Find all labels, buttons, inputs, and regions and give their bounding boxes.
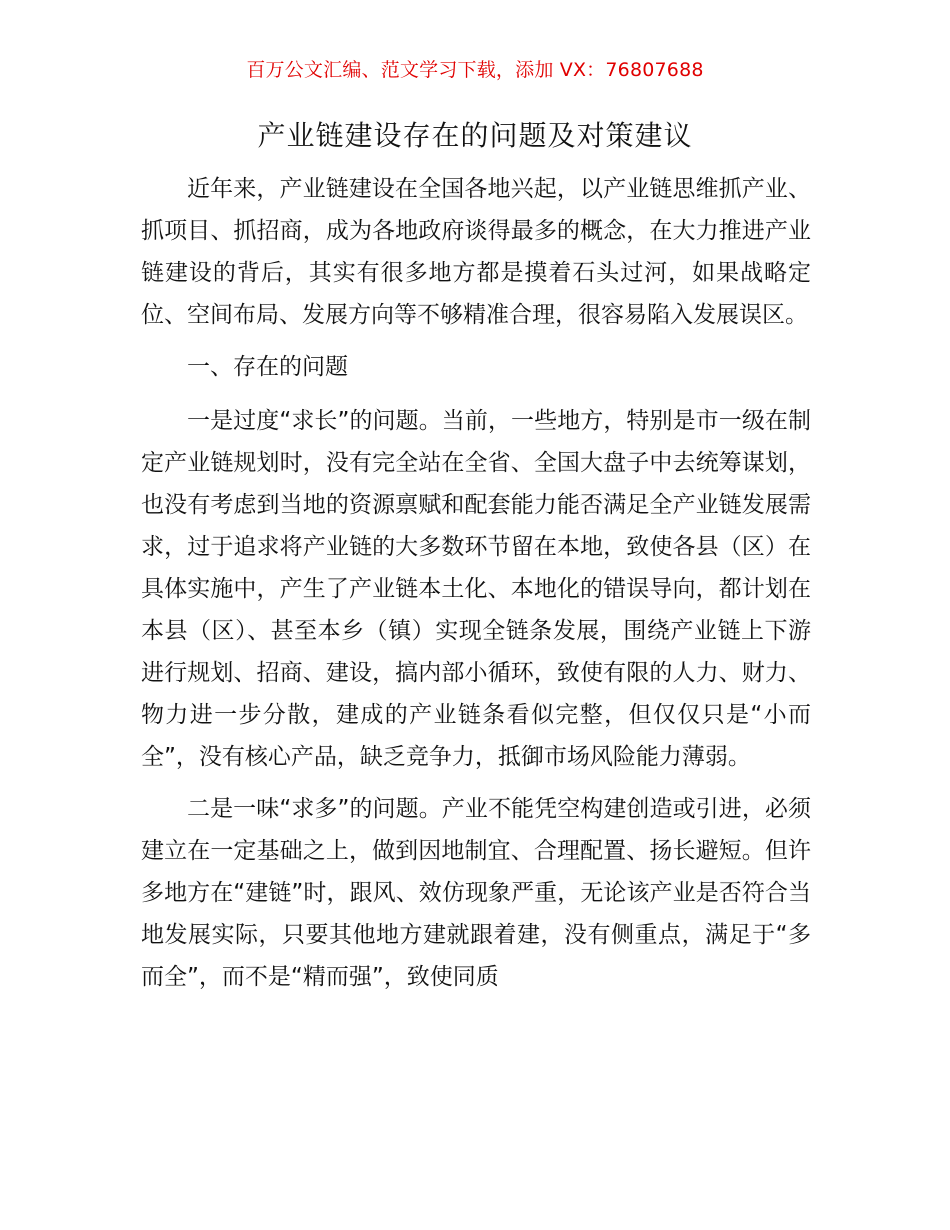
paragraph-problem-2: 二是一味“求多”的问题。产业不能凭空构建创造或引进，必须建立在一定基础之上，做到因地制宜、合理配置、扬长避短。但许多地方在“建链”时，跟风、效仿现象严重，无论该产业是否符合当地发展实际，只要其他地方建就跟着建，没有侧重点，满足于“多而全”，而不是“精而强”，致使同质	[141, 796, 811, 990]
section-heading: 一、存在的问题	[187, 354, 348, 380]
intro-paragraph: 近年来，产业链建设在全国各地兴起，以产业链思维抓产业、抓项目、抓招商，成为各地政府谈得最多的概念，在大力推进产业链建设的背后，其实有很多地方都是摸着石头过河，如果战略定位、空间布局、发展方向等不够精准合理，很容易陷入发展误区。	[141, 176, 811, 328]
header-banner: 百万公文汇编、范文学习下载，添加 VX：76807688	[246, 59, 704, 81]
paragraph-problem-1: 一是过度“求长”的问题。当前，一些地方，特别是市一级在制定产业链规划时，没有完全站在全省、全国大盘子中去统筹谋划，也没有考虑到当地的资源禀赋和配套能力能否满足全产业链发展需求，过于追求将产业链的大多数环节留在本地，致使各县（区）在具体实施中，产生了产业链本土化、本地化的错误导向，都计划在本县（区）、甚至本乡（镇）实现全链条发展，围绕产业链上下游进行规划、招商、建设，搞内部小循环，致使有限的人力、财力、物力进一步分散，建成的产业链条看似完整，但仅仅只是“小而全”，没有核心产品，缺乏竞争力，抵御市场风险能力薄弱。	[141, 408, 811, 770]
document-body	[141, 168, 811, 1008]
document-title: 产业链建设存在的问题及对策建议	[257, 119, 693, 152]
